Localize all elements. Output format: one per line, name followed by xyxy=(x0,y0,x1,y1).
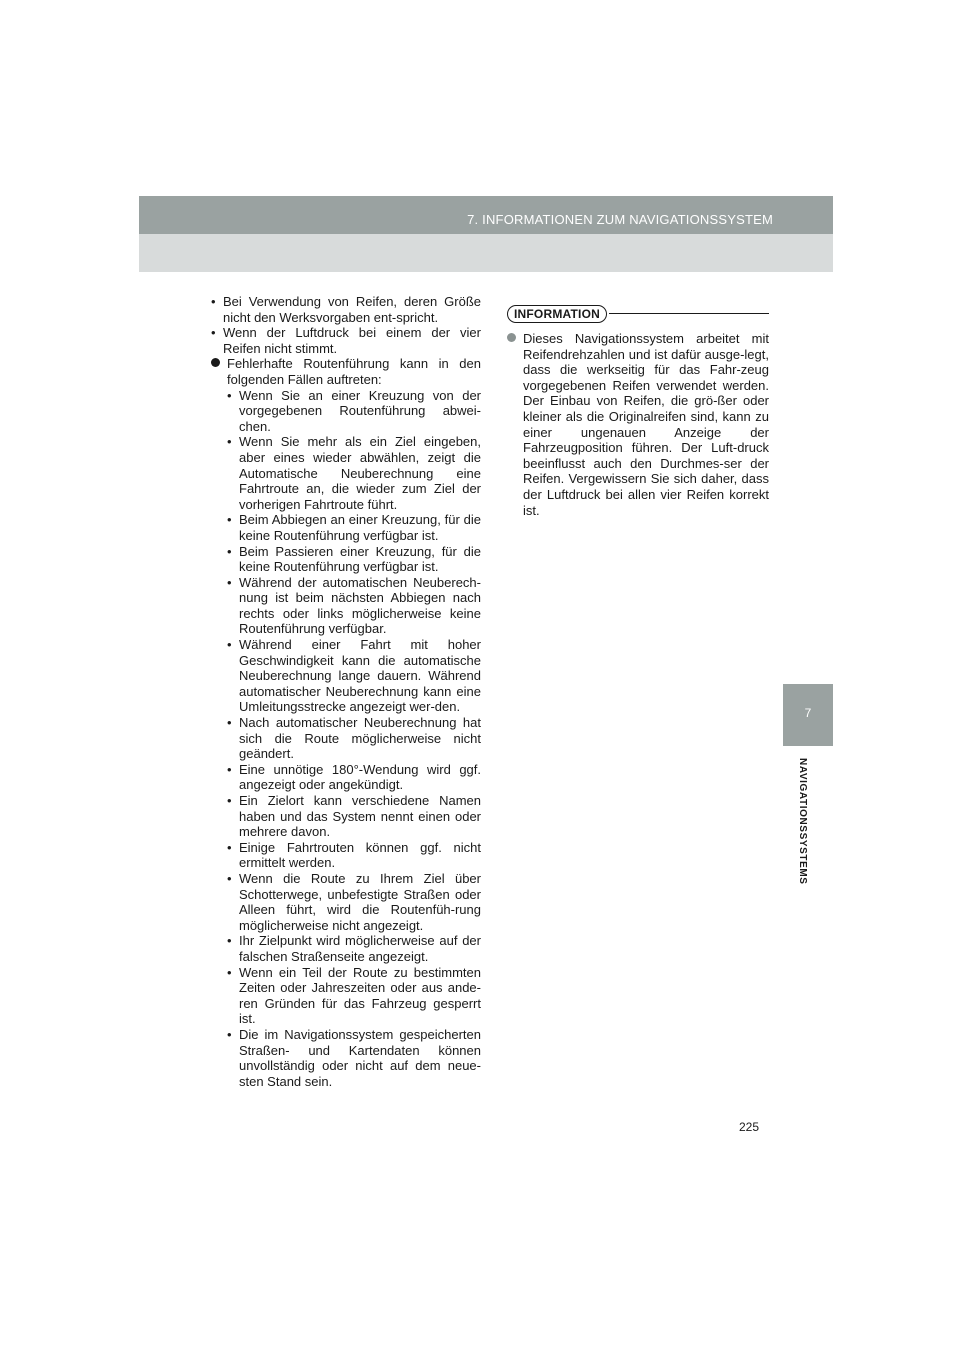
list-item xyxy=(211,325,481,356)
list-item-text: Wenn der Luftdruck bei einem der vier Reifen nicht stimmt. xyxy=(223,325,481,356)
list-item-text: Ein Zielort kann verschiedene Namen haben und das System nennt einen oder mehrere davon. xyxy=(239,793,481,840)
bullet-glyph: • xyxy=(227,387,232,403)
information-bullet-icon xyxy=(507,333,516,342)
information-header xyxy=(507,305,769,323)
list-item-text: Wenn ein Teil der Route zu bestimmten Zeiten oder Jahreszeiten oder aus ande-ren Gründen für das Fahrzeug gesperrt ist. xyxy=(239,964,481,1027)
bullet-glyph: • xyxy=(227,715,232,731)
list-item xyxy=(227,544,481,575)
list-item-text: Beim Passieren einer Kreuzung, für die keine Routenführung verfügbar ist. xyxy=(239,543,481,575)
bullet-glyph: • xyxy=(211,325,216,341)
page-number: 225 xyxy=(739,1120,760,1134)
list-item-text: Ihr Zielpunkt wird möglicherweise auf der falschen Straßenseite angezeigt. xyxy=(239,933,481,964)
list-item xyxy=(227,933,481,964)
chapter-tab xyxy=(783,684,833,746)
chapter-side-label-text: NAVIGATIONSSYSTEMS xyxy=(797,758,808,885)
left-column xyxy=(211,294,481,1089)
list-item xyxy=(227,388,481,435)
list-item xyxy=(227,637,481,715)
list-item xyxy=(227,871,481,933)
bullet-glyph: • xyxy=(227,933,232,949)
section-lead-text: Fehlerhafte Routenführung kann in den folgenden Fällen auftreten: xyxy=(227,356,481,387)
list-item xyxy=(227,512,481,543)
list-item-text: Beim Abbiegen an einer Kreuzung, für die keine Routenführung verfügbar ist. xyxy=(239,512,481,543)
list-item-text: Während einer Fahrt mit hoher Geschwindigkeit kann die automatische Neuberechnung lange dauern. Während automatischer Neuberechnung kann eine Umleitungsstrecke angezeigt wer-den. xyxy=(239,637,481,715)
list-item-text: Wenn Sie an einer Kreuzung von der vorgegebenen Routenführung abwei-chen. xyxy=(239,387,481,434)
bullet-glyph: • xyxy=(211,294,216,309)
list-item xyxy=(227,762,481,793)
chapter-tab-number: 7 xyxy=(804,706,812,720)
chapter-side-label xyxy=(797,758,816,908)
section-bullet-icon xyxy=(211,358,220,367)
list-item-text: Während der automatischen Neuberech-nung ist beim nächsten Abbiegen nach rechts oder links möglicherweise keine Routenführung verfügbar. xyxy=(239,574,481,637)
list-item xyxy=(227,715,481,762)
bullet-glyph: • xyxy=(227,637,232,653)
bullet-glyph: • xyxy=(227,761,232,777)
bullet-glyph: • xyxy=(227,870,232,886)
list-item-text: Bei Verwendung von Reifen, deren Größe nicht den Werksvorgaben ent-spricht. xyxy=(223,294,481,325)
information-rule xyxy=(609,313,769,314)
intro-bullet-list xyxy=(211,294,481,356)
section-paragraph xyxy=(211,356,481,1089)
chapter-title: 7. INFORMATIONEN ZUM NAVIGATIONSSYSTEM xyxy=(467,212,773,227)
bullet-glyph: • xyxy=(227,964,232,980)
list-item-text: Wenn die Route zu Ihrem Ziel über Schotterwege, unbefestigte Straßen oder Alleen führt, wird die Routenfüh-rung möglicherweise nicht angezeigt. xyxy=(239,870,481,933)
list-item xyxy=(227,434,481,512)
list-item-text: Wenn Sie mehr als ein Ziel eingeben, aber eines wieder abwählen, zeigt die Automatische Neuberechnung eine Fahrtroute an, die wieder zum Ziel der vorherigen Fahrtroute führt. xyxy=(239,434,481,512)
information-paragraph xyxy=(507,331,769,518)
list-item-text: Einige Fahrtrouten können ggf. nicht ermittelt werden. xyxy=(239,839,481,871)
chapter-header-band xyxy=(139,196,833,272)
bullet-glyph: • xyxy=(227,839,232,855)
list-item xyxy=(227,840,481,871)
information-box xyxy=(507,305,769,518)
list-item-text: Eine unnötige 180°-Wendung wird ggf. angezeigt oder angekündigt. xyxy=(239,761,481,793)
list-item xyxy=(227,965,481,1027)
information-text: Dieses Navigationssystem arbeitet mit Reifendrehzahlen und ist dafür ausge-legt, dass die werkseitig für das Fahr-zeug vorgegebenen Reifen verwendet werden. Der Einbau von Reifen, die grö-ßer oder kleiner als die Originalreifen sind, kann zu einer ungenauen Anzeige der Fahrzeugposition führen. Der Luft-druck beeinflusst auch den Durchmes-ser der Reifen. Vergewissern Sie sich daher, dass der Luftdruck bei allen vier Reifen korrekt ist. xyxy=(523,331,769,518)
bullet-glyph: • xyxy=(227,543,232,559)
bullet-glyph: • xyxy=(227,1026,232,1042)
list-item-text: Die im Navigationssystem gespeicherten Straßen- und Kartendaten können unvollständig oder nicht auf dem neue-sten Stand sein. xyxy=(239,1026,481,1089)
information-badge: INFORMATION xyxy=(507,305,607,323)
bullet-glyph: • xyxy=(227,793,232,808)
list-item-text: Nach automatischer Neuberechnung hat sich die Route möglicherweise nicht geändert. xyxy=(239,715,481,762)
bullet-glyph: • xyxy=(227,434,232,450)
list-item xyxy=(211,294,481,325)
section-bullet-list xyxy=(227,388,481,1090)
list-item xyxy=(227,793,481,840)
list-item xyxy=(227,575,481,637)
bullet-glyph: • xyxy=(227,512,232,528)
list-item xyxy=(227,1027,481,1089)
chapter-header-bar xyxy=(139,196,833,234)
bullet-glyph: • xyxy=(227,574,232,590)
